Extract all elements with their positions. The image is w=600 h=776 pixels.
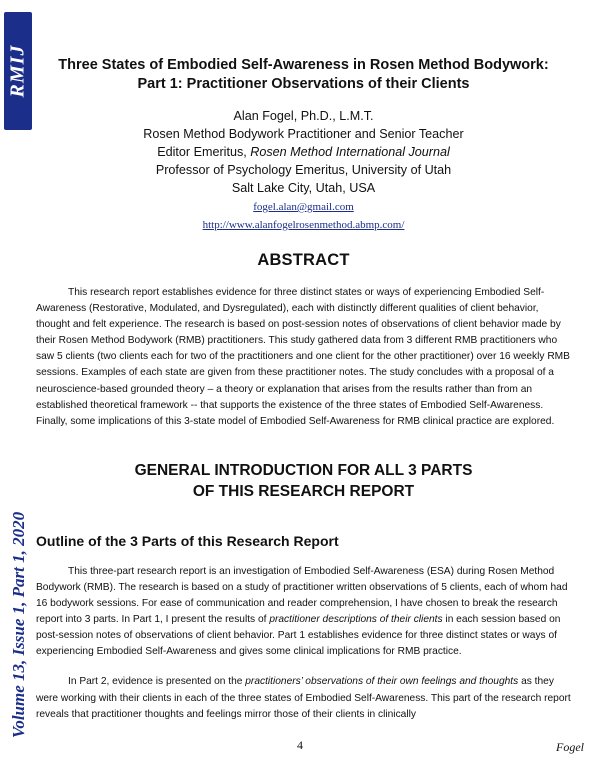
page-content <box>36 0 571 723</box>
page-number: 4 <box>297 738 303 752</box>
author-block <box>36 107 571 233</box>
volume-label-text: Volume 13, Issue 1, Part 1, 2020 <box>9 511 28 739</box>
author-email-link[interactable]: fogel.alan@gmail.com <box>253 201 354 213</box>
title-line-2: Part 1: Practitioner Observations of their Clients <box>137 76 470 92</box>
volume-label <box>6 490 32 760</box>
paper-title <box>36 56 571 94</box>
outline-paragraph-2 <box>36 674 571 722</box>
outline-heading: Outline of the 3 Parts of this Research Report <box>36 532 339 549</box>
p1-text-b: in each session based on post-session notes of observations of client behavior. Part 1 establishes evidence for three distinct states or ways of experiencing Embodied Self-Awareness and gives some clinical implications for RMB practice. <box>36 614 561 658</box>
p2-text-italic: practitioners’ observations of their own feelings and thoughts <box>245 676 519 688</box>
sidebar <box>0 0 34 776</box>
p2-text-b: as they were working with their clients in each of the three states of Embodied Self-Awareness. This part of the research report reveals that practitioner thoughts and feelings mirror those of their clients in clinically <box>36 676 571 720</box>
author-role: Rosen Method Bodywork Practitioner and Senior Teacher <box>143 127 464 141</box>
title-line-1: Three States of Embodied Self-Awareness in Rosen Method Bodywork: <box>58 57 549 73</box>
author-website-link[interactable]: http://www.alanfogelrosenmethod.abmp.com/ <box>202 219 405 231</box>
author-professor: Professor of Psychology Emeritus, University of Utah <box>155 163 452 177</box>
p1-text-a: This three-part research report is an investigation of Embodied Self-Awareness (ESA) during Rosen Method Bodywork (RMB). The research is based on a study of practitioner written observations of 5 clients, each of whom had 16 bodywork sessions. For ease of communication and reader comprehension, I have chosen to break the research report into 3 parts. In Part 1, I present the results of <box>36 565 568 626</box>
abstract-heading: ABSTRACT <box>257 251 350 269</box>
abstract-text: This research report establishes evidence for three distinct states or ways of experiencing Embodied Self-Awareness (Restorative, Modulated, and Dysregulated), each with distinctly different qualities of client behavior, thought and felt experience. The research is based on post-session notes of observations of client behavior made by their Rosen Method Bodywork (RMB) practitioners. This study gathered data from 3 different RMB practitioners who saw 5 clients (two clients each for two of the practitioners and one client for the other practitioner) over 16 weekly RMB sessions. Examples of each state are given from these practitioner notes. The study concludes with a proposal of a neuroscience-based grounded theory – a theory or explanation that arises from the results rather than from an established theoretical framework -- that supports the existence of the three states of Embodied Self-Awareness. Finally, some implications of this 3-state model of Embodied Self-Awareness for RMB clinical practice are explored. <box>36 287 570 427</box>
p2-text-a: In Part 2, evidence is presented on the <box>68 676 246 688</box>
editor-journal: Rosen Method International Journal <box>250 145 450 159</box>
outline-paragraph-1 <box>36 564 571 661</box>
author-name: Alan Fogel, Ph.D., L.M.T. <box>233 109 374 123</box>
author-location: Salt Lake City, Utah, USA <box>231 181 376 195</box>
general-intro-heading-line-2: OF THIS RESEARCH REPORT <box>192 482 415 500</box>
journal-logo <box>4 12 32 130</box>
author-editor <box>36 143 571 161</box>
general-intro-heading-line-1: GENERAL INTRODUCTION FOR ALL 3 PARTS <box>134 461 473 479</box>
editor-prefix: Editor Emeritus, <box>157 145 251 159</box>
general-intro-heading <box>36 460 571 502</box>
p1-text-italic: practitioner descriptions of their clients <box>269 614 443 626</box>
journal-logo-text: RMIJ <box>6 44 29 98</box>
footer-author: Fogel <box>556 740 584 754</box>
